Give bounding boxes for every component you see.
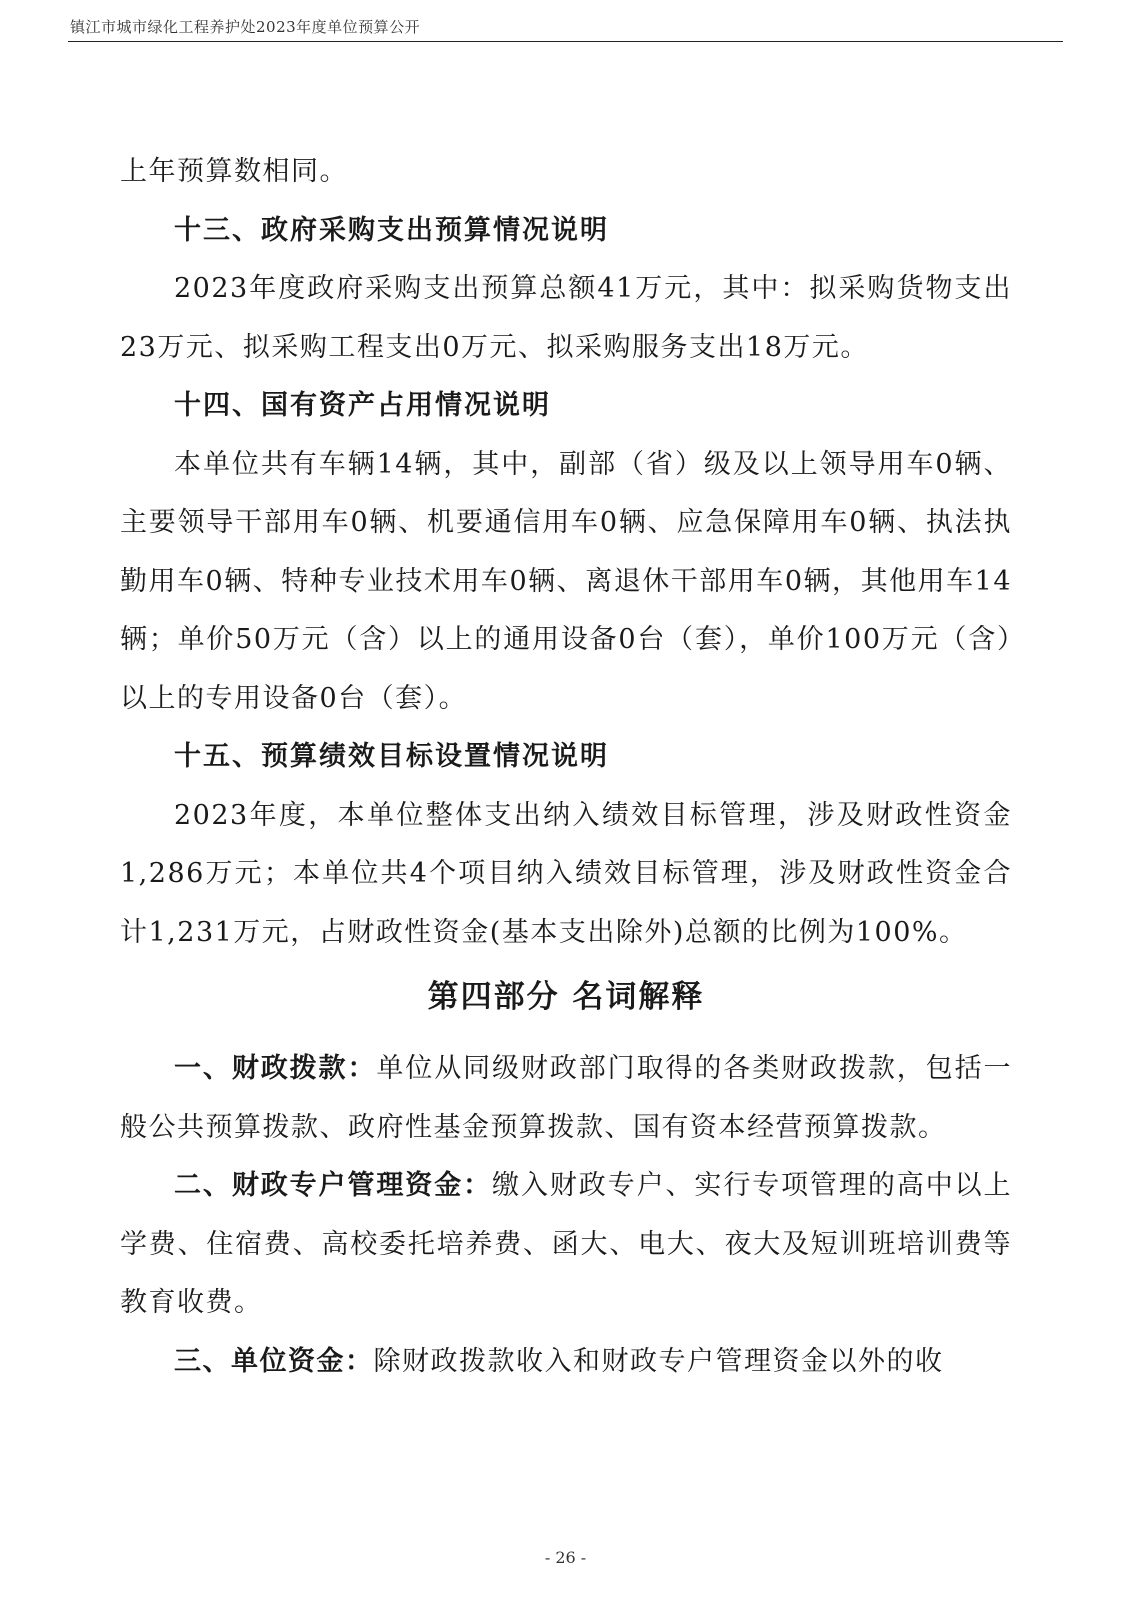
section-heading-15: 十五、预算绩效目标设置情况说明 bbox=[174, 741, 609, 772]
part-four-title: 第四部分 名词解释 bbox=[427, 979, 705, 1015]
header-divider bbox=[68, 41, 1063, 42]
term-definition bbox=[120, 1333, 1012, 1392]
term-definition bbox=[120, 1040, 1012, 1157]
term-label: 二、财政专户管理资金： bbox=[174, 1170, 493, 1201]
paragraph-state-assets: 本单位共有车辆14辆，其中，副部（省）级及以上领导用车0辆、主要领导干部用车0辆、机要通信用车0辆、应急保障用车0辆、执法执勤用车0辆、特种专业技术用车0辆、离退休干部用车0辆，其他用车14辆；单价50万元（含）以上的通用设备0台（套），单价100万元（含）以上的专用设备0台（套）。 bbox=[120, 448, 1012, 714]
paragraph-procurement: 2023年度政府采购支出预算总额41万元，其中：拟采购货物支出23万元、拟采购工程支出0万元、拟采购服务支出18万元。 bbox=[120, 273, 1012, 363]
document-body bbox=[120, 143, 1012, 1391]
paragraph-performance-goals: 2023年度，本单位整体支出纳入绩效目标管理，涉及财政性资金1,286万元；本单位共4个项目纳入绩效目标管理，涉及财政性资金合计1,231万元，占财政性资金(基本支出除外)总额的比例为100%。 bbox=[120, 799, 1012, 948]
term-definition bbox=[120, 1157, 1012, 1333]
page-number: - 26 - bbox=[544, 1548, 587, 1567]
term-label: 三、单位资金： bbox=[174, 1345, 374, 1377]
term-text: 单位从同级财政部门取得的各类财政拨款，包括一般公共预算拨款、政府性基金预算拨款、国有资本经营预算拨款。 bbox=[120, 1053, 1012, 1143]
paragraph-continuation: 上年预算数相同。 bbox=[120, 156, 348, 187]
term-label: 一、财政拨款： bbox=[174, 1053, 377, 1084]
term-text: 缴入财政专户、实行专项管理的高中以上学费、住宿费、高校委托培养费、函大、电大、夜大及短训班培训费等教育收费。 bbox=[120, 1170, 1013, 1318]
term-text: 除财政拨款收入和财政专户管理资金以外的收 bbox=[373, 1345, 944, 1377]
section-heading-14: 十四、国有资产占用情况说明 bbox=[174, 390, 551, 421]
section-heading-13: 十三、政府采购支出预算情况说明 bbox=[174, 214, 609, 246]
running-header: 镇江市城市绿化工程养护处2023年度单位预算公开 bbox=[70, 18, 421, 36]
